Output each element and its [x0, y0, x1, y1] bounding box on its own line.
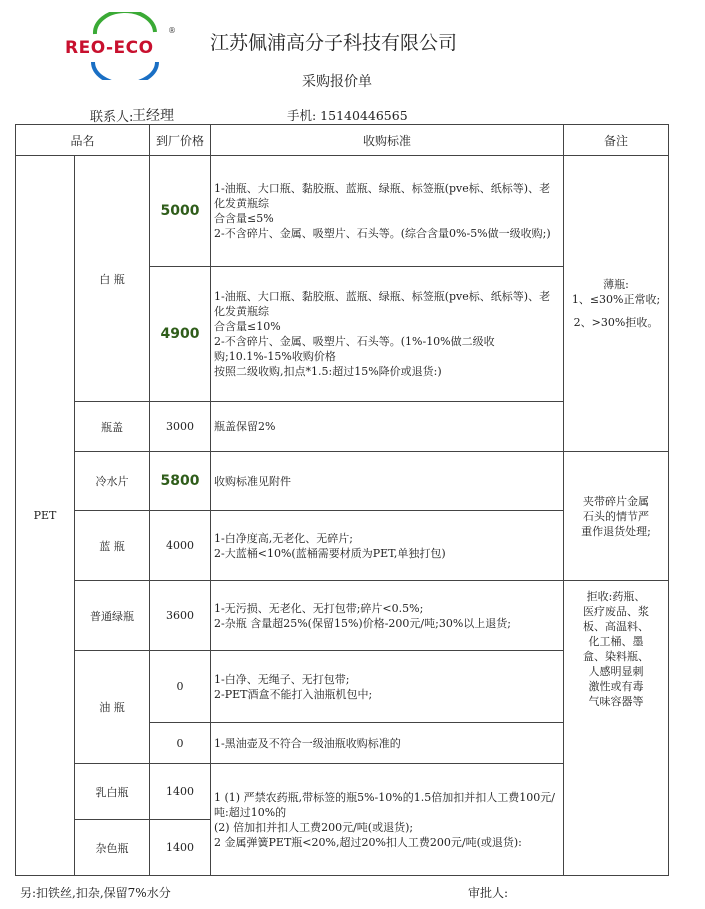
header-row — [16, 125, 669, 156]
standard-green: 1-无污损、无老化、无打包带;碎片<0.5%; 2-杂瓶 含量超25%(保留15%)价格-200元/吨;30%以上退货; — [211, 581, 564, 651]
price-blue: 4000 — [150, 511, 211, 581]
standard-cap: 瓶盖保留2% — [211, 402, 564, 452]
standard-white-b: 1-油瓶、大口瓶、黏胶瓶、蓝瓶、绿瓶、标签瓶(pve标、纸标等)、老化发黄瓶综 合含量≤10% 2-不含碎片、金属、吸塑片、石头等。(1%-10%做二级收购;10.1%-15%收购价格 按照二级收购,扣点*1.5:超过15%降价或退货:) — [211, 267, 564, 402]
standard-milk-mixed: 1 (1) 严禁农药瓶,带标签的瓶5%-10%的1.5倍加扣并扣人工费100元/吨:超过10%的 (2) 倍加扣并扣人工费200元/吨(或退货); 2 金属弹簧PET瓶<20%,超过20%扣人工费200元/吨(或退货): — [211, 764, 564, 876]
standard-cold: 收购标准见附件 — [211, 452, 564, 511]
product-milk: 乳白瓶 — [75, 764, 150, 820]
product-white: 白 瓶 — [75, 156, 150, 402]
product-mixed: 杂色瓶 — [75, 820, 150, 876]
quote-table — [15, 124, 669, 876]
product-cap: 瓶盖 — [75, 402, 150, 452]
logo-part1: REO — [65, 38, 106, 58]
price-mixed: 1400 — [150, 820, 211, 876]
product-green: 普通绿瓶 — [75, 581, 150, 651]
standard-oil-b: 1-黑油壶及不符合一级油瓶收购标准的 — [211, 723, 564, 764]
approver-label: 审批人: — [468, 886, 509, 900]
price-white-b: 4900 — [150, 267, 211, 402]
product-blue: 蓝 瓶 — [75, 511, 150, 581]
logo-registered: ® — [168, 26, 176, 35]
price-oil-b: 0 — [150, 723, 211, 764]
standard-white-a: 1-油瓶、大口瓶、黏胶瓶、蓝瓶、绿瓶、标签瓶(pve标、纸标等)、老化发黄瓶综 合含量≤5% 2-不含碎片、金属、吸塑片、石头等。(综合含量0%-5%做一级收购;) — [211, 156, 564, 267]
price-green: 3600 — [150, 581, 211, 651]
footer-note: 另:扣铁丝,扣杂,保留7%水分 — [20, 886, 171, 900]
price-cold: 5800 — [150, 452, 211, 511]
standard-oil-a: 1-白净、无绳子、无打包带; 2-PET酒盒不能打入油瓶机包中; — [211, 651, 564, 723]
header-price: 到厂价格 — [150, 125, 211, 156]
price-white-a: 5000 — [150, 156, 211, 267]
remark-reject: 拒收:药瓶、 医疗废品、浆 板、高温料、 化工桶、墨 盒、染料瓶、 人感明显刺 激性或有毒 气味容器等 — [564, 581, 669, 876]
phone-number: 手机: 15140446565 — [287, 108, 408, 123]
company-name: 江苏佩浦高分子科技有限公司 — [210, 32, 458, 54]
company-logo — [55, 12, 185, 80]
category-cell: PET — [16, 156, 75, 876]
table-row — [16, 156, 669, 267]
header-product: 品名 — [16, 125, 150, 156]
standard-blue: 1-白净度高,无老化、无碎片; 2-大蓝桶<10%(蓝桶需要材质为PET,单独打包) — [211, 511, 564, 581]
remark-metal: 夹带碎片金属 石头的情节严 重作退货处理; — [564, 452, 669, 581]
product-oil: 油 瓶 — [75, 651, 150, 764]
table-row — [16, 452, 669, 511]
logo-part2: ECO — [113, 38, 154, 58]
document-title: 采购报价单 — [302, 74, 372, 90]
table-row — [16, 581, 669, 651]
price-oil-a: 0 — [150, 651, 211, 723]
header-standard: 收购标准 — [211, 125, 564, 156]
product-cold: 冷水片 — [75, 452, 150, 511]
contact-label: 联系人: — [90, 110, 134, 125]
header-remark: 备注 — [564, 125, 669, 156]
price-milk: 1400 — [150, 764, 211, 820]
contact-name: 王经理 — [132, 108, 174, 124]
logo-dash: - — [105, 38, 114, 58]
remark-thin: 薄瓶: 1、≤30%正常收; 2、>30%拒收。 — [564, 156, 669, 452]
price-cap: 3000 — [150, 402, 211, 452]
